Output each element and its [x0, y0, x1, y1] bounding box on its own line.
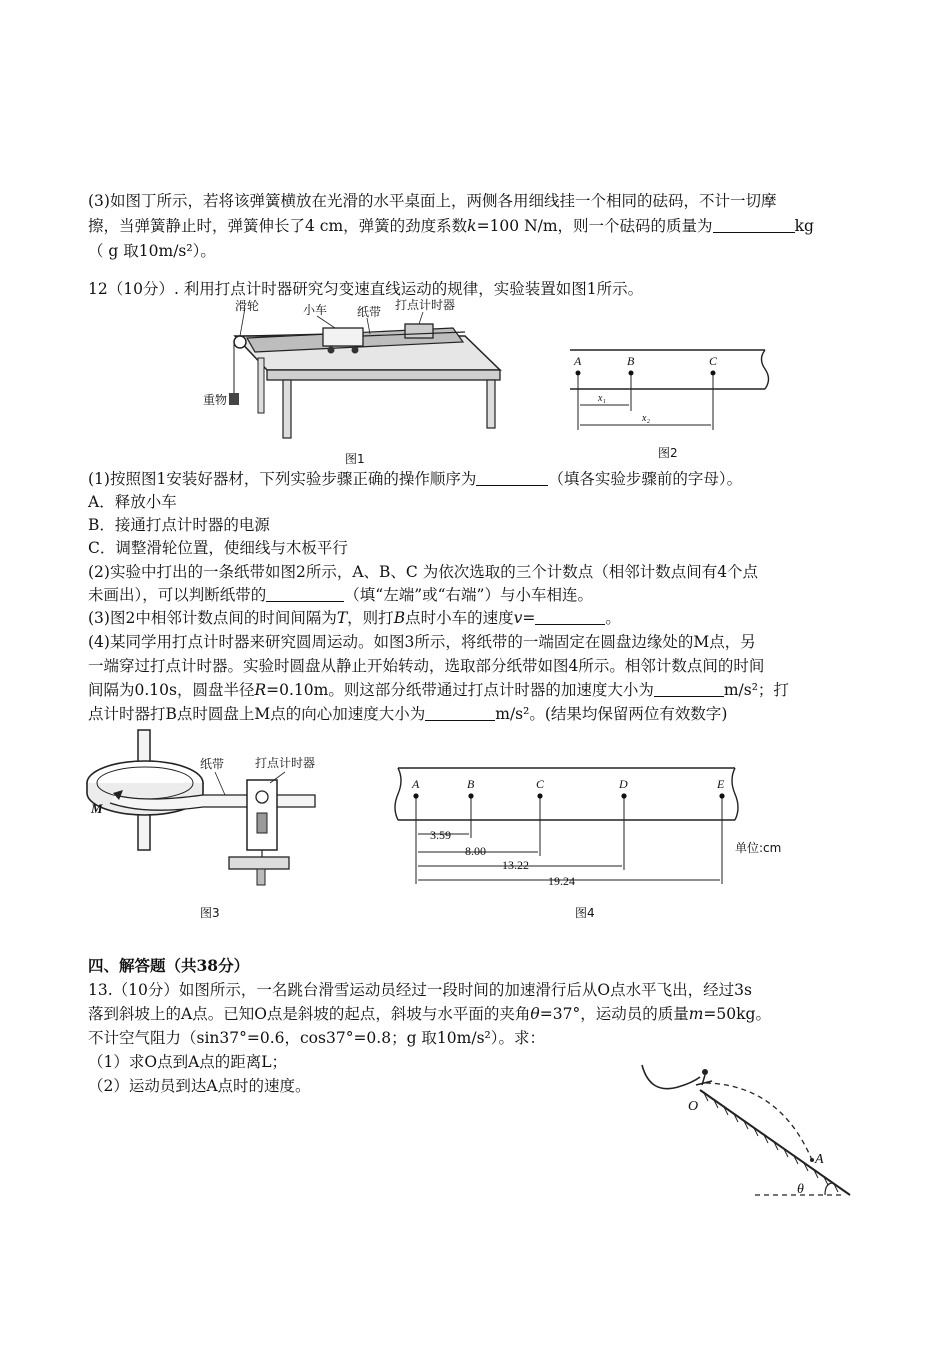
fig4-distance-ad: 13.22	[502, 858, 529, 872]
q12-p2-post: （填“左端”或“右端”）与小车相连。	[344, 586, 593, 604]
q12-p4-l3-unit: m/s²；打	[723, 681, 789, 699]
q12-part4-line4	[88, 703, 727, 725]
figure-1-apparatus	[195, 298, 515, 468]
q12-p2-pre: 未画出），可以判断纸带的	[88, 586, 267, 604]
fig4-unit: 单位:cm	[735, 841, 782, 855]
q12-p2-answer-blank[interactable]	[266, 585, 344, 602]
fig1-label-pulley: 滑轮	[235, 299, 260, 313]
q13-line2	[88, 1003, 771, 1025]
q13-sub2: （2）运动员到达A点时的速度。	[88, 1077, 311, 1095]
q12-option-b: B．接通打点计时器的电源	[88, 516, 270, 534]
fig2-dim-x2: x₂	[642, 413, 650, 424]
q12-part2-line1: (2)实验中打出的一条纸带如图2所示，A、B、C 为依次选取的三个计数点（相邻计数点间有4个点	[88, 563, 759, 581]
q12-p3-mid: ，则打	[347, 609, 394, 627]
figure-5-ski-slope	[630, 1055, 860, 1205]
q12-part4-line2: 一端穿过打点计时器。实验时圆盘从静止开始转动，选取部分纸带如图4所示。相邻计数点间的时间	[88, 657, 765, 675]
fig3-caption: 图3	[200, 906, 220, 920]
q12-p3-v: v	[513, 609, 523, 627]
fig4-point-c: C	[536, 777, 545, 791]
q12-header: 12（10分）. 利用打点计时器研究匀变速直线运动的规律，实验装置如图1所示。	[88, 280, 644, 298]
fig5-label-theta: θ	[797, 1182, 804, 1197]
fig1-caption: 图1	[345, 452, 365, 466]
fig1-label-weight: 重物	[203, 393, 228, 407]
q13-theta: θ	[530, 1005, 540, 1023]
q11-part3-line1: (3)如图丁所示，若将该弹簧横放在光滑的水平桌面上，两侧各用细线挂一个相同的砝码，不计一切摩	[88, 192, 777, 210]
q12-p1-pre: (1)按照图1安装好器材，下列实验步骤正确的操作顺序为	[88, 470, 477, 488]
q12-p4-answer-blank-1[interactable]	[654, 680, 724, 697]
q11-unit: kg	[794, 217, 814, 235]
q12-p1-post: （填各实验步骤前的字母）。	[548, 470, 743, 488]
fig3-label-m: M	[91, 801, 103, 816]
fig2-point-a: A	[574, 354, 582, 368]
q11-line2-mid: =100 N/m，则一个砝码的质量为	[476, 217, 713, 235]
fig4-point-e: E	[717, 777, 725, 791]
fig5-label-o: O	[688, 1099, 699, 1114]
q12-part4-line3	[88, 679, 789, 701]
fig2-dim-x1: x₁	[598, 393, 606, 404]
fig1-label-tape: 纸带	[357, 305, 382, 319]
fig5-label-a: A	[815, 1152, 824, 1167]
figure-3-disk	[85, 725, 335, 925]
q13-line2-pre: 落到斜坡上的A点。已知O点是斜坡的起点，斜坡与水平面的夹角	[88, 1005, 531, 1023]
q12-p3-answer-blank[interactable]	[535, 608, 605, 625]
q12-p4-answer-blank-2[interactable]	[425, 704, 495, 721]
q12-p4-l4-post: m/s²。(结果均保留两位有效数字)	[495, 705, 728, 723]
fig4-caption: 图4	[575, 906, 595, 920]
fig4-distance-ab: 3.59	[430, 828, 451, 842]
fig2-point-c: C	[709, 354, 718, 368]
q12-p3-T: T	[336, 609, 348, 627]
fig4-distance-ae: 19.24	[548, 874, 575, 888]
q12-p4-R: R	[254, 681, 267, 699]
figure-4-tape	[390, 762, 810, 927]
q12-p4-l3-pre: 间隔为0.10s，圆盘半径	[88, 681, 255, 699]
fig3-label-timer: 打点计时器	[255, 756, 316, 770]
q13-line2-end: =50kg。	[703, 1005, 771, 1023]
q12-p4-l3-mid: =0.10m。则这部分纸带通过打点计时器的加速度大小为	[266, 681, 654, 699]
fig4-point-b: B	[467, 777, 475, 791]
fig4-point-a: A	[412, 777, 420, 791]
q12-p4-l4-pre: 点计时器打B点时圆盘上M点的向心加速度大小为	[88, 705, 426, 723]
q13-sub1: （1）求O点到A点的距离L；	[88, 1053, 288, 1071]
q12-p3-pre: (3)图2中相邻计数点间的时间间隔为	[88, 609, 337, 627]
q12-part3	[88, 607, 621, 629]
q12-option-a: A．释放小车	[88, 493, 177, 511]
fig1-label-cart: 小车	[303, 303, 328, 317]
fig4-point-d: D	[619, 777, 628, 791]
q11-k-symbol: k	[467, 217, 477, 235]
q11-line2-pre: 擦，当弹簧静止时，弹簧伸长了4 cm，弹簧的劲度系数	[88, 217, 468, 235]
fig2-point-b: B	[627, 354, 635, 368]
q13-m: m	[688, 1005, 704, 1023]
q12-p3-mid2: 点时小车的速度	[405, 609, 514, 627]
q11-answer-blank[interactable]	[713, 216, 795, 233]
fig3-label-tape: 纸带	[200, 757, 225, 771]
q12-part4-line1: (4)某同学用打点计时器来研究圆周运动。如图3所示，将纸带的一端固定在圆盘边缘处的M点，另	[88, 633, 756, 651]
q12-p3-B: B	[393, 609, 406, 627]
q13-line1: 13.（10分）如图所示，一名跳台滑雪运动员经过一段时间的加速滑行后从O点水平飞出，经过3s	[88, 981, 752, 999]
section4-title: 四、解答题（共38分）	[88, 956, 250, 975]
q12-option-c: C．调整滑轮位置，使细线与木板平行	[88, 539, 348, 557]
figure-2-tape	[560, 345, 775, 470]
q12-p3-eq: =	[522, 609, 536, 627]
q13-line3: 不计空气阻力（sin37°=0.6，cos37°=0.8；g 取10m/s²）。求：	[88, 1029, 545, 1047]
fig2-caption: 图2	[658, 446, 678, 460]
q12-p1-answer-blank[interactable]	[476, 469, 548, 486]
q11-part3-line3: （ g 取10m/s²）。	[88, 242, 216, 260]
q12-p3-end: 。	[605, 609, 621, 627]
fig1-label-timer: 打点计时器	[395, 298, 456, 312]
q12-part2-line2	[88, 584, 593, 606]
q12-part1	[88, 468, 742, 490]
q11-part3-line2	[88, 215, 814, 237]
fig4-distance-ac: 8.00	[465, 844, 486, 858]
q13-line2-mid: =37°，运动员的质量	[539, 1005, 689, 1023]
